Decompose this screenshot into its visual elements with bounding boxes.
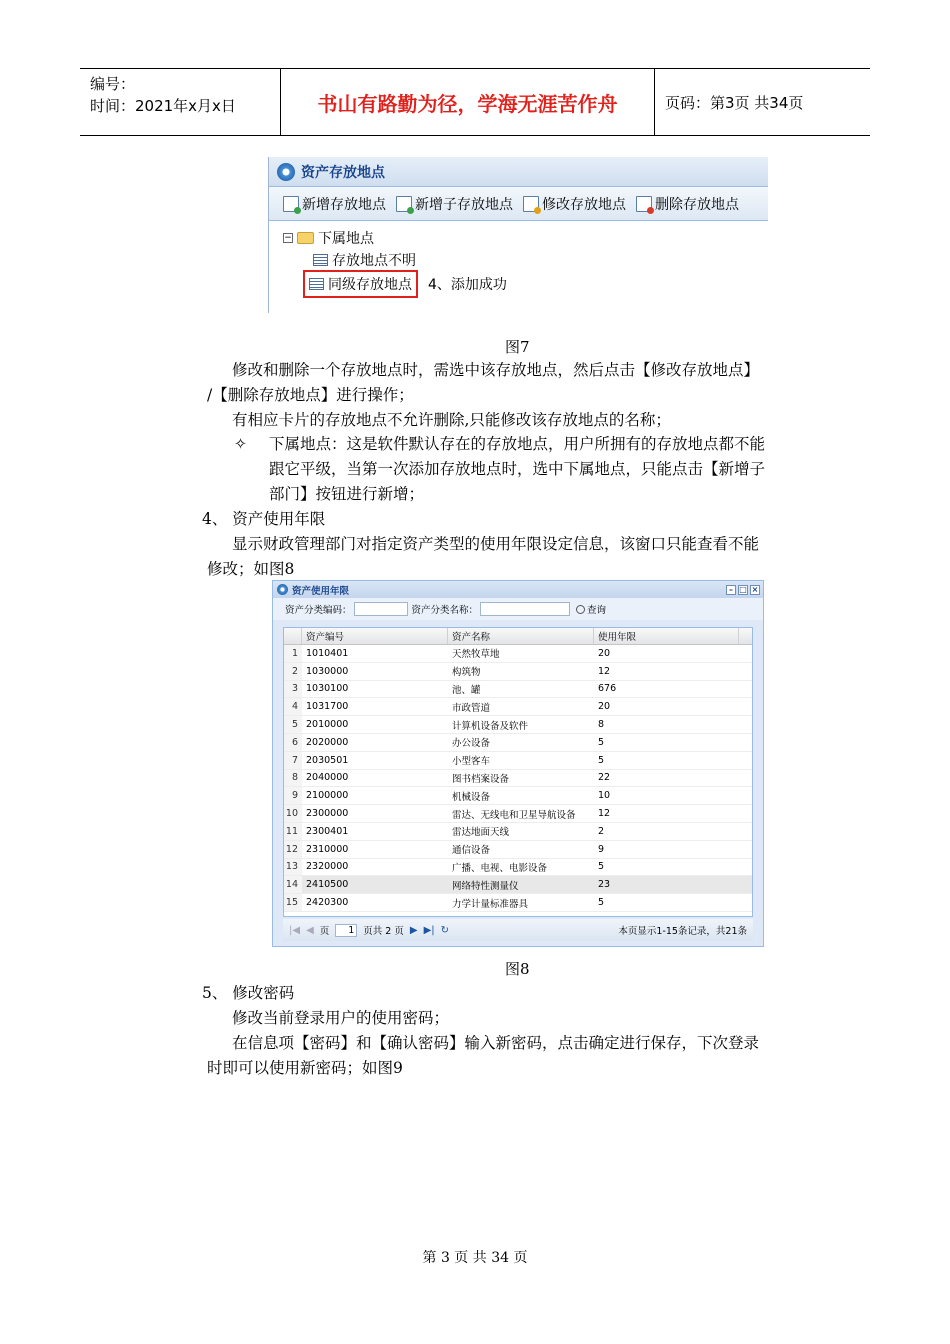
paging-info: 本页显示1-15条记录，共21条 [618,926,747,937]
table-row[interactable] [284,698,752,716]
figure7-toolbar [269,187,768,221]
column-header[interactable]: 使用年限 [594,628,739,644]
row-number: 2 [284,663,302,680]
figure8-window-title: 资产使用年限 [292,585,350,597]
name-input[interactable] [480,602,570,616]
paragraph-2: 有相应卡片的存放地点不允许删除,只能修改该存放地点的名称； [232,411,671,429]
number-label: 编号： [90,75,136,93]
add-child-document-icon [396,196,412,212]
asset-code-cell: 2300401 [306,825,349,837]
search-icon [576,605,585,614]
asset-name-cell: 机械设备 [452,791,491,803]
asset-name-cell: 计算机设备及软件 [452,720,529,732]
close-icon[interactable]: × [751,584,759,594]
window-controls [726,585,763,595]
years-cell: 12 [598,665,611,677]
page-number-input[interactable]: 1 [335,924,357,937]
list-icon [309,278,324,290]
query-label: 查询 [587,605,607,616]
years-cell: 23 [598,879,611,891]
paragraph-6-line-2: 时即可以使用新密码；如图9 [207,1059,403,1077]
bullet-icon: ✧ [234,435,247,453]
row-number: 15 [284,894,302,911]
asset-code-cell: 2310000 [306,843,349,855]
asset-name-cell: 力学计量标准器具 [452,898,529,910]
asset-code-cell: 1030100 [306,683,349,695]
figure8-title-bar [273,581,763,598]
gear-icon [277,163,295,181]
asset-code-cell: 2410500 [306,879,349,891]
asset-name-cell: 小型客车 [452,756,491,768]
section-5-heading: 5、 修改密码 [202,984,295,1002]
add-location-button[interactable] [283,194,386,214]
asset-name-cell: 市政管道 [452,702,491,714]
years-cell: 676 [598,683,617,695]
asset-code-cell: 2420300 [306,897,349,909]
tree-root-label: 下属地点 [318,231,374,247]
tree-root-node[interactable] [283,227,768,249]
table-row[interactable] [284,645,752,663]
highlight-box [303,270,418,298]
tree-node-sibling[interactable] [283,271,768,297]
years-cell: 8 [598,719,605,731]
asset-code-cell: 1031700 [306,701,349,713]
years-cell: 5 [598,736,605,748]
page-label: 页 [319,926,330,937]
column-header[interactable]: 资产名称 [448,628,594,644]
first-page-icon[interactable]: |◀ [289,924,301,936]
table-row[interactable] [284,716,752,734]
add-child-location-label: 新增子存放地点 [415,196,513,213]
table-row[interactable] [284,823,752,841]
add-child-location-button[interactable] [396,194,513,214]
paragraph-3-line-2: 跟它平级，当第一次添加存放地点时，选中下属地点，只能点击【新增子 [269,460,766,478]
years-cell: 20 [598,701,611,713]
header-page-label: 页码：第3页 共34页 [665,93,804,112]
asset-code-cell: 1010401 [306,647,349,659]
paragraph-5: 修改当前登录用户的使用密码； [232,1009,450,1027]
collapse-icon[interactable]: − [284,233,292,243]
asset-code-cell: 2030501 [306,754,349,766]
header-meta [80,69,281,135]
table-row[interactable] [284,663,752,681]
table-row[interactable] [284,859,752,877]
tree-node-label: 同级存放地点 [328,277,412,293]
table-row[interactable] [284,841,752,859]
asset-name-cell: 通信设备 [452,845,491,857]
gear-icon [277,584,288,595]
add-document-icon [283,196,299,212]
table-row[interactable] [284,805,752,823]
asset-name-cell: 天然牧草地 [452,649,500,661]
query-button[interactable] [576,602,606,616]
row-number: 1 [284,645,302,662]
paragraph-4-line-2: 修改；如图8 [207,560,295,578]
row-number: 11 [284,823,302,840]
paragraph-3-line-3: 部门】按钮进行新增； [269,485,425,503]
data-grid [283,627,753,917]
asset-code-cell: 2320000 [306,861,349,873]
row-number: 13 [284,859,302,876]
edit-location-label: 修改存放地点 [542,196,626,213]
delete-icon [636,196,652,212]
years-cell: 5 [598,897,605,909]
years-cell: 2 [598,825,605,837]
paragraph-4-line-1: 显示财政管理部门对指定资产类型的使用年限设定信息，该窗口只能查看不能 [232,535,760,553]
figure7-caption: 图7 [505,338,530,356]
code-label: 资产分类编码： [285,605,352,616]
page-footer: 第 3 页 共 34 页 [422,1250,528,1266]
row-number: 10 [284,805,302,822]
tree-node-label: 存放地点不明 [332,253,416,269]
edit-location-button[interactable] [523,194,626,214]
next-page-icon[interactable]: ▶ [409,924,418,936]
figure7-window-title: 资产存放地点 [301,164,385,181]
minimize-icon[interactable]: – [726,585,736,595]
time-label: 时间：2021年x月x日 [90,97,236,115]
row-number: 12 [284,841,302,858]
page-header [80,68,870,136]
asset-code-cell: 1030000 [306,665,349,677]
maximize-icon[interactable]: □ [739,584,747,594]
table-row[interactable] [284,770,752,788]
add-location-label: 新增存放地点 [302,196,386,213]
asset-name-cell: 构筑物 [452,667,481,679]
grid-body [284,645,752,912]
table-row[interactable] [284,734,752,752]
years-cell: 10 [598,790,611,802]
years-cell: 9 [598,843,605,855]
figure7-screenshot [268,157,768,313]
asset-code-cell: 2010000 [306,719,349,731]
location-tree [269,221,768,297]
last-page-icon[interactable]: ▶| [423,924,435,936]
name-label: 资产分类名称： [411,605,479,616]
asset-name-cell: 广播、电视、电影设备 [452,862,548,874]
paragraph-3-line-1: 下属地点：这是软件默认存在的存放地点，用户所拥有的存放地点都不能 [269,435,766,453]
edit-icon [523,196,539,212]
years-cell: 5 [598,861,605,873]
asset-code-cell: 2100000 [306,790,349,802]
tree-node-unknown[interactable] [283,249,768,271]
paragraph-1-line-2: /【删除存放地点】进行操作； [207,386,414,404]
row-number: 5 [284,716,302,733]
row-number: 8 [284,770,302,787]
asset-code-cell: 2020000 [306,736,349,748]
paragraph-1-line-1: 修改和删除一个存放地点时，需选中该存放地点，然后点击【修改存放地点】 [232,361,760,379]
asset-code-cell: 2040000 [306,772,349,784]
pagination-bar [283,919,753,941]
row-number: 9 [284,787,302,804]
table-row[interactable] [284,894,752,912]
row-number: 3 [284,681,302,698]
code-input[interactable] [354,602,408,616]
list-icon [313,254,328,266]
prev-page-icon[interactable]: ◀ [306,924,314,936]
paragraph-6-line-1: 在信息项【密码】和【确认密码】输入新密码，点击确定进行保存，下次登录 [232,1034,760,1052]
figure8-window [272,580,764,947]
asset-name-cell: 池、罐 [452,684,481,696]
column-header[interactable]: 资产编号 [302,628,448,644]
asset-name-cell: 网络特性测量仪 [452,880,519,892]
delete-location-label: 删除存放地点 [655,196,739,213]
asset-name-cell: 雷达地面天线 [452,827,510,839]
asset-code-cell: 2300000 [306,808,349,820]
years-cell: 22 [598,772,611,784]
row-number: 14 [284,876,302,893]
figure7-title-bar [269,157,768,187]
refresh-icon[interactable]: ↻ [440,924,450,936]
figure8-caption: 图8 [505,960,530,978]
row-number-header [284,628,302,644]
grid-header [284,628,752,645]
header-motto: 书山有路勤为径，学海无涯苦作舟 [281,69,655,135]
years-cell: 12 [598,808,611,820]
folder-icon [297,232,314,244]
asset-name-cell: 雷达、无线电和卫星导航设备 [452,809,576,821]
delete-location-button[interactable] [636,194,739,214]
row-number: 4 [284,698,302,715]
row-number: 6 [284,734,302,751]
asset-name-cell: 办公设备 [452,738,491,750]
total-pages-label: 页共 2 页 [363,926,404,937]
search-bar [273,598,763,620]
years-cell: 20 [598,647,611,659]
table-row[interactable] [284,681,752,699]
asset-name-cell: 图书档案设备 [452,773,510,785]
success-annotation: 4、添加成功 [428,277,507,293]
section-4-heading: 4、 资产使用年限 [202,510,326,528]
row-number: 7 [284,752,302,769]
table-row[interactable] [284,752,752,770]
table-row[interactable] [284,876,752,894]
table-row[interactable] [284,787,752,805]
years-cell: 5 [598,754,605,766]
